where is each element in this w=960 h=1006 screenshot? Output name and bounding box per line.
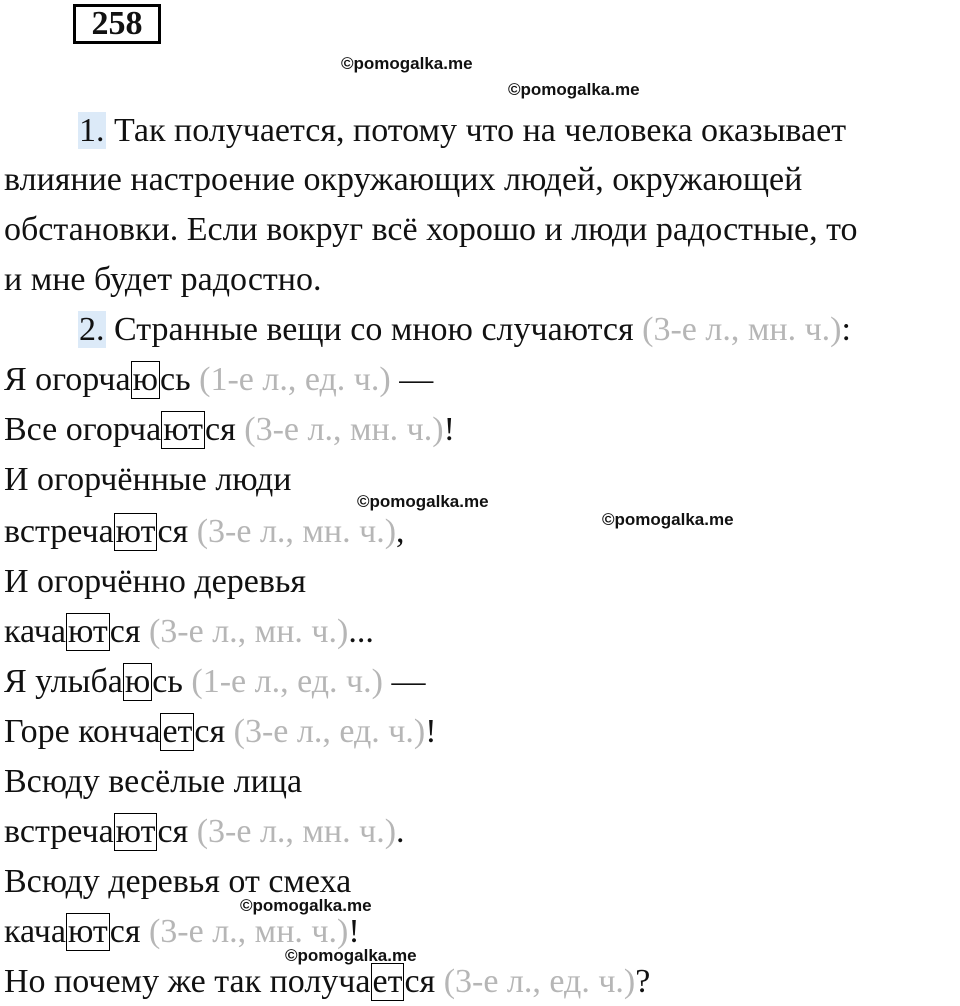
grammar-note: (3-е л., мн. ч.): [148, 913, 349, 950]
watermark: ©pomogalka.me: [341, 54, 473, 73]
grammar-note: (1-е л., ед. ч.): [191, 663, 383, 700]
watermark: ©pomogalka.me: [508, 80, 640, 99]
watermark: ©pomogalka.me: [357, 492, 489, 511]
watermark: ©pomogalka.me: [602, 510, 734, 529]
paragraph-1-line: 1. Так получается, потому что на человека оказывает: [79, 112, 847, 149]
grammar-note: (3-е л., мн. ч.): [196, 513, 397, 550]
grammar-note: (1-е л., ед. ч.): [199, 361, 391, 398]
paragraph-2-marker: 2.: [79, 311, 105, 348]
poem-line: Все огорчаются (3-е л., мн. ч.)!: [4, 411, 455, 448]
poem-line: встречаются (3-е л., мн. ч.).: [4, 813, 405, 850]
verb-ending-box: ю: [132, 361, 159, 398]
poem-line: Я улыбаюсь (1-е л., ед. ч.) —: [4, 663, 426, 700]
grammar-note: (3-е л., ед. ч.): [443, 963, 636, 1000]
grammar-note: (3-е л., мн. ч.): [196, 813, 397, 850]
poem-line: Горе кончается (3-е л., ед. ч.)!: [4, 713, 437, 750]
verb-ending-box: ет: [372, 963, 403, 1000]
paragraph-1-line: обстановки. Если вокруг всё хорошо и люди радостные, то: [4, 211, 858, 248]
verb-ending-box: ют: [67, 913, 108, 950]
paragraph-1-line: влияние настроение окружающих людей, окружающей: [4, 161, 803, 198]
verb-ending-box: ют: [115, 813, 156, 850]
paragraph-2-intro: 2. Странные вещи со мною случаются (3-е л., мн. ч.):: [79, 311, 851, 348]
exercise-number: 258: [73, 4, 161, 44]
watermark: ©pomogalka.me: [285, 946, 417, 965]
verb-ending-box: ют: [67, 613, 108, 650]
poem-line: Всюду весёлые лица: [4, 763, 303, 800]
poem-line: И огорчённо деревья: [4, 563, 307, 600]
verb-ending-box: ю: [124, 663, 151, 700]
poem-line: качаются (3-е л., мн. ч.)!: [4, 913, 360, 950]
poem-line: Но почему же так получается (3-е л., ед. ч.)?: [4, 963, 651, 1000]
poem-line: встречаются (3-е л., мн. ч.),: [4, 513, 405, 550]
verb-ending-box: ют: [115, 513, 156, 550]
paragraph-1-line: и мне будет радостно.: [4, 261, 322, 298]
grammar-note: (3-е л., мн. ч.): [642, 311, 842, 348]
poem-line: качаются (3-е л., мн. ч.)...: [4, 613, 374, 650]
poem-line: Я огорчаюсь (1-е л., ед. ч.) —: [4, 361, 434, 398]
grammar-note: (3-е л., мн. ч.): [244, 411, 444, 448]
watermark: ©pomogalka.me: [240, 896, 372, 915]
poem-line: Всюду деревья от смеха: [4, 863, 352, 900]
grammar-note: (3-е л., ед. ч.): [233, 713, 426, 750]
verb-ending-box: ет: [162, 713, 193, 750]
grammar-note: (3-е л., мн. ч.): [148, 613, 349, 650]
verb-ending-box: ют: [163, 411, 204, 448]
poem-line: И огорчённые люди: [4, 461, 292, 498]
paragraph-1-marker: 1.: [79, 112, 105, 149]
